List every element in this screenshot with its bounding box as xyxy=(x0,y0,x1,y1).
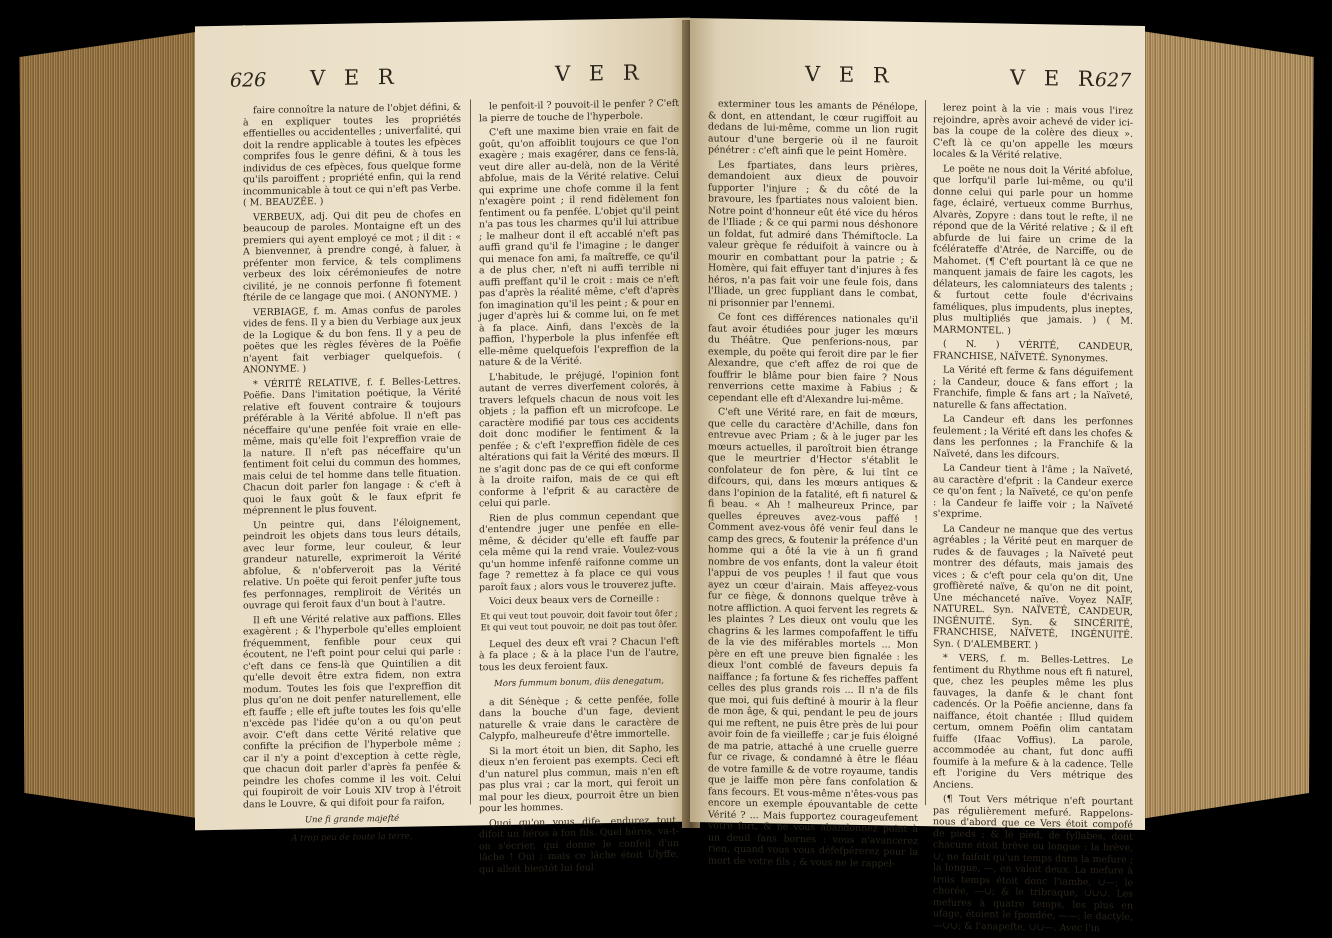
verse-line: Une fi grande majefté xyxy=(304,813,400,826)
paragraph: La Candeur tient à l'âme ; la Naïveté, au caractère d'efprit : la Candeur exerce ce qu'on fent ; la Naïveté, ce qu'on penfe : la Candeur fe laiffe voir ; la Naïveté s'exprime. xyxy=(933,462,1133,521)
entry-verbeux: VERBEUX, adj. Qui dit peu de chofes en beaucoup de paroles. Montaigne eft un des premiers qui ayent employé ce mot ; il dit : « A bienvenner, à prendre congé, à faluer, à préfenter mon fervice, & tels complimens verbeux des loix cérémonieufes de notre civilité, je ne connois perfonne fi fotement ftérile de ce langage que moi. ( ANONYME. ) xyxy=(243,208,461,304)
paragraph: a dit Sénèque ; & cette penfée, folle dans la bouche d'un fage, devient naturelle & vraie dans le caractère de Calypfo, malheureufe d'être immortelle. xyxy=(479,693,679,743)
column-rule xyxy=(925,100,926,805)
paragraph: lerez point à la vie : mais vous l'irez rejoindre, après avoir achevé de vider ici-bas la coupe de la colère des dieux ». C'eft là ce qu'on appelle les mœurs locales & la Vérité relative. xyxy=(933,102,1133,162)
paragraph: Le poëte ne nous doit la Vérité abfolue, que lorfqu'il parle lui-même, ou qu'il donne celui qui parle pour un homme fage, éclairé, vertueux comme Burrhus, Alvarès, Zopyre : dans tout le refte, il ne répond que de la Vérité relative ; & il eft abfurde de lui faire un crime de la fcélérateffe d'Atrée, de Narciffe, ou de Mahomet. (¶ C'eft pourtant là ce que ne manquent jamais de faire les cagots, les délateurs, les calomniateurs des talents ; & furtout cette foule d'écrivains faméliques, plus impudents, plus ineptes, plus multipliés que jamais. ) ( M. MARMONTEL. ) xyxy=(933,162,1133,337)
paragraph: Quoi qu'on vous dife, endurez tout, difoit un héros à fon fils. Quel héros, va-t-on s'écrier, qui donne le confeil d'un lâche ! Oui ; mais ce lâche étoit Ulyffe, qui alloit bientôt lui feul xyxy=(479,814,679,875)
paragraph: Les fpartiates, dans leurs prières, demandoient aux dieux de pouvoir fupporter l'injure ; & du côté de la bravoure, les fpartiates nous valoient bien. Notre point d'honneur eût été vice du héros de l'Iliade ; & ce qui parmi nous déshonore un foldat, fut admiré dans Thémiftocle. La valeur grèque fe réduifoit à vaincre ou à mourir en combattant pour la patrie ; & Homère, qui fait effuyer tant d'injures à fes héros, n'a pas fait voir une feule fois, dans l'Iliade, un grec fuppliant dans le combat, ni prisonnier par l'ennemi. xyxy=(708,159,918,311)
right-page-column-1 xyxy=(708,98,918,873)
running-header-left-col2: V E R xyxy=(555,60,645,87)
paragraph: faire connoître la nature de l'objet défini, & à en expliquer toutes les propriétés effentielles ou accidentelles ; univerfalité, qui doit la rendre applicable à toutes les efpèces comprifes fous le genre défini, & à tous les individus de ces efpèces, fous quelque forme qu'ils paroiffent ; propriété enfin, qui la rend incommunicable à tout ce qui n'eft pas Verbe. ( M. BEAUZÉE. ) xyxy=(243,101,461,209)
page-number-right: 627 xyxy=(1095,69,1132,92)
paragraph: Rien de plus commun cependant que d'entendre juger une penfée en elle-même, & décider qu'elle eft fauffe par cela même qui la rend vraie. Voulez-vous qu'un homme infenfé raifonne comme un fage ? remettez à fa place ce qui vous paroît faux ; alors vous le trouverez jufte. xyxy=(479,509,679,593)
quote-seneque: Mors fummum bonum, diis denegatum, xyxy=(494,676,664,690)
paragraph: Ce font ces différences nationales qu'il faut avoir étudiées pour juger les mœurs du Théâtre. Que penferions-nous, par exemple, du poëte qui feroit dire par le fier Alexandre, que c'eft affez de roi que de fouffrir le blâme pour bien faire ? Nous renverrions cette maxime à Fabius ; & cependant elle eft d'Alexandre lui-même. xyxy=(708,311,918,407)
paragraph: La Candeur eft dans les perfonnes feulement ; la Vérité eft dans les chofes & dans les perfonnes ; la Franchife & la Naïveté, dans les difcours. xyxy=(933,413,1133,461)
paragraph: L'habitude, le préjugé, l'opinion font autant de verres diverfement colorés, à travers lefquels chacun de nous voit les objets ; la paffion eft un microfcope. Le caractère modifié par tous ces accidents doit donc modifier le fentiment & la penfée ; & c'eft l'expreffion fidèle de ces altérations qui fait la Vérité des mœurs. Il ne s'agit donc pas de ce qui eft conforme à la droite raifon, mais de ce qui eft conforme à l'efprit & au caractère de celui qui parle. xyxy=(479,368,679,510)
running-header-right-col2: V E R xyxy=(1010,65,1100,92)
paragraph: Si la mort étoit un bien, dit Sapho, les dieux n'en feroient pas exempts. Ceci eft d'un naturel plus commun, mais n'en eft pas plus vrai ; car la mort, qui feroit un mal pour les dieux, pourroit être un bien pour les hommes. xyxy=(479,742,679,815)
entry-vers: * VERS, f. m. Belles-Lettres. Le fentiment du Rhythme nous eft fi naturel, que, chez les peuples même les plus fauvages, la danfe & le chant font cadencés. Or la Poëfie ancienne, dans fa naiffance, étoit chantée : Illud quidem certum, omnem Poëfin olim cantatam fuiffe (Ifaac Voffius). La parole, accommodée au chant, fut donc auffi foumife à la mefure & à la cadence. Telle eft l'origine du Vers métrique des Anciens. xyxy=(933,652,1133,791)
entry-verite-relative: * VÉRITÉ RELATIVE, f. f. Belles-Lettres. Poëfie. Dans l'imitation poétique, la Vérité relative eft fouvent contraire & toujours préférable à la Vérité abfolue. Il n'eft pas néceffaire qu'une penfée foit vraie en elle-même, mais qu'elle foit l'expreffion vraie de la nature. Il n'eft pas néceffaire qu'un fentiment foit celui du commun des hommes, mais celui de tel homme dans telle fituation. Chacun doit parler fon langage : & c'eft à quoi le faux goût & le faux efprit fe méprennent le plus fouvent. xyxy=(243,375,461,517)
paragraph: La Vérité eft ferme & fans déguifement ; la Candeur, douce & fans effort ; la Franchife, fimple & fans art ; la Naïveté, naturelle & fans affectation. xyxy=(933,364,1133,413)
paragraph: (¶ Tout Vers métrique n'eft pourtant pas régulièrement mefuré. Rappelons-nous d'abord que ce Vers étoit compofé de pieds ; & le pied, de fyllabes, dont chacune étoit brève ou longue : la brève, ∪, ne faifoit qu'un temps dans la mefure ; la longue, —, en valoit deux. La mefure à trois temps étoit donc l'iambe, ∪—; le chorée, —∪; & le tribraque, ∪∪∪. Les mefures à quatre temps, les plus en ufage, étoient le fpondée, ——; le dactyle, —∪∪; & l'anapefte, ∪∪—. Avec l'in xyxy=(933,793,1133,934)
entry-verite-synonymes: ( N. ) VÉRITÉ, CANDEUR, FRANCHISE, NAÏVETÉ. Synonymes. xyxy=(933,338,1133,364)
left-page-column-2 xyxy=(479,98,679,878)
paragraph: Un peintre qui, dans l'éloignement, peindroit les objets dans tous leurs détails, avec leur forme, leur couleur, & leur grandeur naturelle, exprimeroit la Vérité abfolue, & n'obferveroit pas la Vérité relative. Un poëte qui feroit penfer jufte tous fes perfonnages, rempliroit de Vérités un ouvrage qui feroit faux d'un bout à l'autre. xyxy=(243,516,461,612)
column-rule xyxy=(470,100,471,805)
paragraph: La Candeur ne manque que des vertus agréables ; la Vérité peut en marquer de rudes & de fauvages ; la Naïveté peut montrer des défauts, mais jamais des vices ; & c'eft pour cela qu'on dit, Une groffièreté naïve, & qu'on ne dit point, Une méchanceté naïve. Voyez NAÏF, NATUREL. Syn. NAÏVETÉ, CANDEUR, INGÉNUITÉ. Syn. & SINCÉRITÉ, FRANCHISE, NAÏVETÉ, INGÉNUITÉ. Syn. ( D'ALEMBERT. ) xyxy=(933,522,1133,651)
page-number-left: 626 xyxy=(230,69,267,92)
paragraph: exterminer tous les amants de Pénélope, & dont, en attendant, le cœur rugiffoit au dedans de lui-même, comme un lion rugit autour d'une bergerie où il ne fauroit pénétrer : c'eft ainfi que le peint Homère. xyxy=(708,98,918,159)
running-header-right-col1: V E R xyxy=(805,62,895,88)
right-page xyxy=(690,18,1145,934)
paragraph: C'eft une maxime bien vraie en fait de goût, qu'on affoiblit toujours ce que l'on exagère ; mais exagérer, dans ce fens-là, veut dire aller au-delà, non de la Vérité abfolue, mais de la Vérité relative. Celui qui exprime une chofe comme il la fent n'exagère point ; il rend fidèlement fon fentiment ou fa penfée. L'objet qu'il peint n'a pas tous les charmes qu'il lui attribue ; le malheur dont il eft accablé n'eft pas auffi grand qu'il fe l'imagine ; le danger qui menace fon ami, fa maîtreffe, ce qu'il a de plus cher, n'eft ni auffi terrible ni auffi preffant qu'il le croit : mais ce n'eft pas d'après la réalité même, c'eft d'après fon imagination qu'il les peint ; & pour en juger d'après lui & comme lui, on fe met à fa place. Ainfi, dans l'excès de la paffion, l'hyperbole la plus infenfée eft elle-même quelquefois l'expreffion de la nature & de la Vérité. xyxy=(479,123,679,369)
paragraph: C'eft une Vérité rare, en fait de mœurs, que celle du caractère d'Achille, dans fon entrevue avec Priam ; & à le juger par les mœurs actuelles, il paroîtroit bien étrange que le meurtrier d'Hector s'établit le confolateur de fon père, & lui tînt ce difcours, qui, dans les mœurs antiques & dans l'opinion de la fatalité, eft fi naturel & fi beau. « Ah ! malheureux Prince, par quelles épreuves avez-vous paffé ! Comment avez-vous ôfé venir feul dans le camp des grecs, & foutenir la préfence d'un homme qui a ôté la vie à un fi grand nombre de vos enfants, dont la valeur étoit l'appui de vos peuples ! il faut que vous ayez un cœur d'airain. Mais affeyez-vous fur ce fiège, & donnons quelque trêve à notre affliction. A quoi fervent les regrets & les plaintes ? Les dieux ont voulu que les chagrins & les larmes compofaffent le tiffu de la vie des miférables mortels ... Mon père en eft une preuve bien fignalée : les dieux l'ont comblé de faveurs depuis fa naiffance ; fa fortune & fes richeffes paffent celles des plus grands rois ... Il n'a de fils que moi, qui fuis deftiné à mourir à la fleur de mon âge, & qui, pendant le peu de jours qui me reftent, ne puis être près de lui pour avoir foin de fa vieilleffe ; car je fuis éloigné de ma patrie, attaché à une cruelle guerre fur ce rivage, & condamné à être le fléau de votre famille & de votre royaume, tandis que je laiffe mon père fans confolation & fans fecours. Et vous-même n'êtes-vous pas encore un exemple épouvantable de cette Vérité ? ... Mais fupportez courageufement votre fort, & ne vous abandonnez point à un deuil fans bornes : vous n'avancerez rien, quand vous vous défefpérerez pour la mort de votre fils ; & vous ne le rappel- xyxy=(708,406,918,870)
running-header-left-col1: V E R xyxy=(310,64,400,91)
paragraph: Voici deux beaux vers de Corneille : xyxy=(489,593,660,608)
left-page-column-1 xyxy=(243,102,461,852)
entry-verbiage: VERBIAGE, f. m. Amas confus de paroles vides de fens. Il y a bien du Verbiage aux jeux de la Logique & du bon fens. Il y a peu de poëtes que les règles févères de la Poëfie n'ayent fait verbiager quelquefois. ( ANONYME. ) xyxy=(243,303,461,376)
left-page xyxy=(195,18,690,875)
quote-corneille: Et qui veut tout pouvoir, doit favoir tout ôfer ; Et qui veut tout pouvoir, ne doit pas tout ôfer. xyxy=(480,608,678,634)
paragraph: Lequel des deux eft vrai ? Chacun l'eft à fa place ; & à la place l'un de l'autre, tous les deux feroient faux. xyxy=(479,635,679,673)
verse-line: A trop peu de toute la terre, xyxy=(291,831,413,844)
right-page-column-2 xyxy=(933,102,1133,937)
paragraph: le penfoit-il ? pouvoit-il le penfer ? C'eft la pierre de touche de l'hyperbole. xyxy=(479,97,679,124)
paragraph: Il eft une Vérité relative aux paffions. Elles exagèrent ; & l'hyperbole qu'elles emploient fréquemment, fenfible pour ceux qui écoutent, ne l'eft point pour celui qui parle : c'eft dans ce fens-là que Quintilien a dit qu'elle devoit être extra fidem, non extra modum. Toutes les fois que l'expreffion dit plus qu'on ne doit penfer naturellement, elle eft fauffe ; elle eft jufte toutes les fois qu'elle n'excède pas l'idée qu'on a ou qu'on peut avoir. C'eft dans cette Vérité relative que confifte la précifion de l'hyperbole même ; car il n'y a point d'exception à cette règle, que chacun doit parler d'après fa penfée & peindre les chofes comme il les voit. Celui qui foupiroit de voir Louis XIV trop à l'étroit dans le Louvre, & qui difoit pour fa raifon, xyxy=(243,611,461,810)
